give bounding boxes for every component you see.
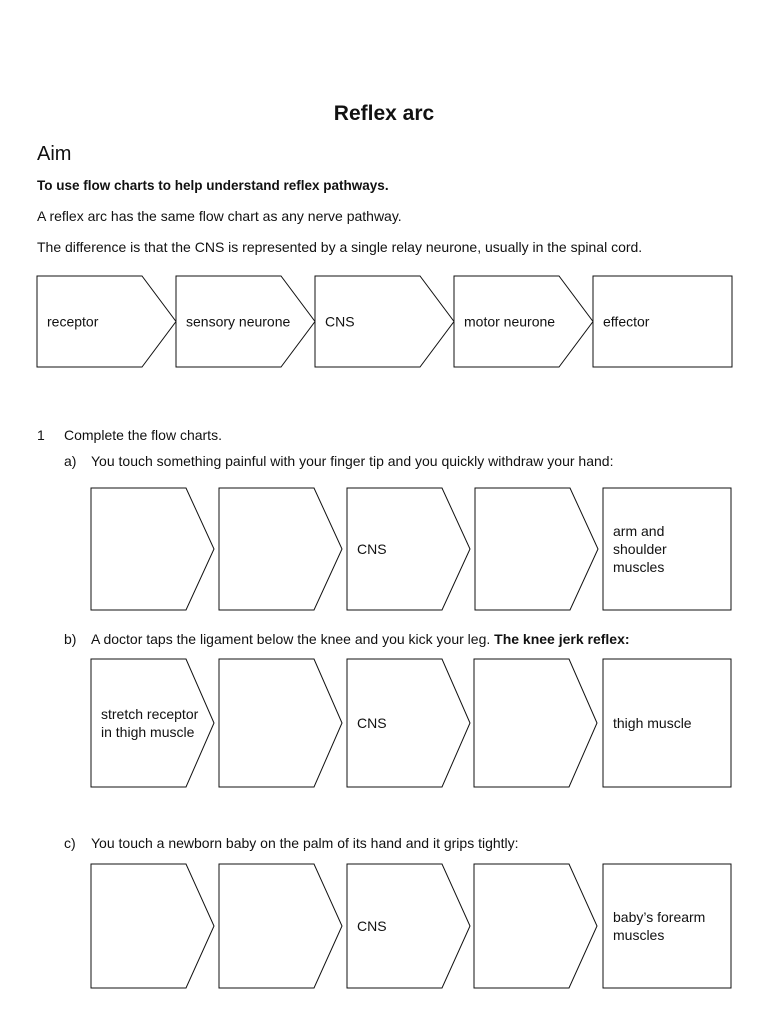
aim-text: To use flow charts to help understand reflex pathways.	[37, 178, 389, 193]
part-bold-text: The knee jerk reflex:	[494, 631, 630, 647]
part-text: You touch something painful with your finger tip and you quickly withdraw your hand:	[91, 453, 614, 469]
flow-arrow-box	[219, 488, 342, 610]
flow-chart-part-c	[91, 864, 731, 988]
question-number: 1	[37, 427, 45, 443]
intro-paragraph-2: The difference is that the CNS is represented by a single relay neurone, usually in the spinal cord.	[37, 239, 643, 255]
flow-box-label: thigh muscle	[613, 715, 692, 731]
flow-box-label: baby’s forearm	[613, 909, 706, 925]
flow-arrow-box	[219, 659, 342, 787]
flow-box-label: receptor	[47, 313, 99, 330]
flow-box-label: motor neurone	[464, 313, 556, 330]
flow-chart-example	[37, 276, 732, 367]
flow-box-label: stretch receptor	[101, 706, 199, 722]
flow-box-label: muscles	[613, 927, 665, 943]
flow-box-label: effector	[603, 313, 650, 330]
question-text: Complete the flow charts.	[64, 427, 222, 443]
question-part-a	[64, 453, 613, 469]
flow-arrow-box	[475, 488, 598, 610]
flow-chart-part-a	[91, 488, 731, 610]
flow-box-label: CNS	[325, 313, 355, 330]
flow-arrow-box	[91, 488, 214, 610]
flow-arrow-box	[219, 864, 342, 988]
flow-arrow-box	[474, 659, 597, 787]
flow-box-label: arm and	[613, 523, 665, 539]
flow-box-label: sensory neurone	[186, 313, 291, 330]
flow-box-end	[603, 864, 731, 988]
flow-box-label: shoulder	[613, 541, 667, 557]
part-text: A doctor taps the ligament below the knee and you kick your leg.	[91, 631, 495, 647]
intro-paragraph-1: A reflex arc has the same flow chart as any nerve pathway.	[37, 208, 402, 224]
part-label: a)	[64, 453, 77, 469]
flow-arrow-box	[91, 864, 214, 988]
aim-heading: Aim	[37, 143, 72, 165]
part-label: b)	[64, 631, 77, 647]
flow-chart-part-b	[91, 659, 731, 787]
page-title: Reflex arc	[333, 102, 435, 125]
question-part-b	[64, 631, 630, 647]
part-label: c)	[64, 835, 76, 851]
flow-arrow-box	[91, 659, 214, 787]
part-text: You touch a newborn baby on the palm of its hand and it grips tightly:	[91, 835, 519, 851]
flow-box-label: CNS	[357, 918, 387, 934]
flow-box-label: muscles	[613, 559, 665, 575]
flow-box-label: CNS	[357, 541, 387, 557]
flow-arrow-box	[474, 864, 597, 988]
flow-box-label: CNS	[357, 715, 387, 731]
flow-box-label: in thigh muscle	[101, 724, 195, 740]
question-part-c	[64, 835, 519, 851]
